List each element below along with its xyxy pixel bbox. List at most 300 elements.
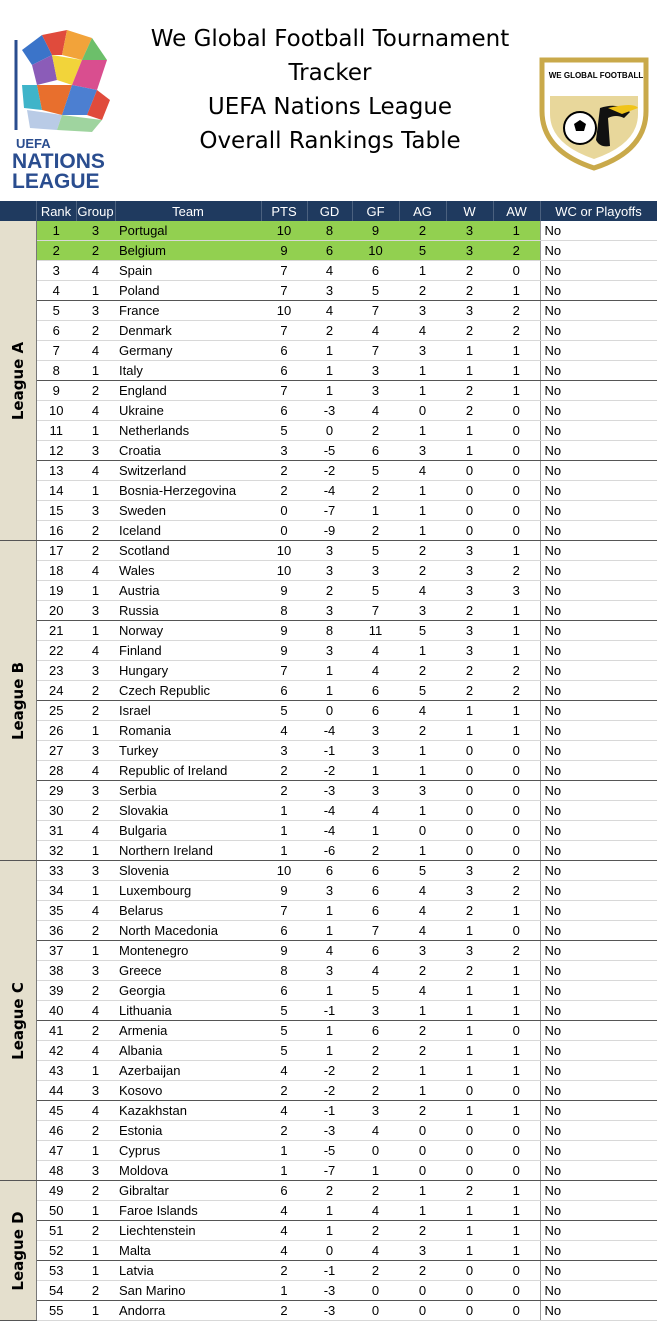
league-column-header [0,201,36,221]
cell-gd: 3 [307,601,352,621]
cell-gf: 6 [352,261,399,281]
cell-group: 3 [76,781,115,801]
cell-gd: 1 [307,901,352,921]
table-row [0,881,657,901]
cell-rank: 24 [36,681,76,701]
cell-w: 0 [446,1121,493,1141]
cell-pts: 5 [261,421,307,441]
cell-rank: 4 [36,281,76,301]
cell-rank: 21 [36,621,76,641]
column-header: AW [493,201,540,221]
cell-team: Spain [115,261,261,281]
cell-pts: 8 [261,601,307,621]
cell-aw: 0 [493,1121,540,1141]
cell-rank: 43 [36,1061,76,1081]
cell-rank: 19 [36,581,76,601]
cell-wc: No [540,661,657,681]
cell-pts: 4 [261,1061,307,1081]
cell-team: Montenegro [115,941,261,961]
cell-team: Sweden [115,501,261,521]
cell-w: 1 [446,1201,493,1221]
cell-ag: 1 [399,1181,446,1201]
cell-pts: 10 [261,541,307,561]
cell-ag: 4 [399,921,446,941]
cell-rank: 27 [36,741,76,761]
cell-wc: No [540,281,657,301]
cell-team: Luxembourg [115,881,261,901]
cell-wc: No [540,961,657,981]
cell-aw: 1 [493,1001,540,1021]
cell-gd: 4 [307,941,352,961]
cell-wc: No [540,721,657,741]
cell-aw: 2 [493,301,540,321]
cell-gd: 4 [307,261,352,281]
cell-gd: 3 [307,881,352,901]
table-row [0,821,657,841]
cell-team: Latvia [115,1261,261,1281]
cell-gf: 7 [352,921,399,941]
cell-group: 3 [76,1161,115,1181]
table-row [0,781,657,801]
cell-gf: 4 [352,321,399,341]
cell-gf: 5 [352,541,399,561]
cell-aw: 0 [493,261,540,281]
svg-text:UEFA: UEFA [16,136,51,151]
cell-gf: 4 [352,1241,399,1261]
cell-gf: 4 [352,661,399,681]
cell-rank: 3 [36,261,76,281]
table-row [0,1081,657,1101]
table-row [0,941,657,961]
cell-gf: 2 [352,1041,399,1061]
cell-ag: 2 [399,1261,446,1281]
cell-group: 3 [76,861,115,881]
cell-ag: 3 [399,301,446,321]
cell-gf: 7 [352,341,399,361]
cell-aw: 1 [493,961,540,981]
cell-group: 2 [76,321,115,341]
cell-rank: 53 [36,1261,76,1281]
table-row [0,341,657,361]
cell-pts: 4 [261,1101,307,1121]
cell-gf: 6 [352,681,399,701]
cell-ag: 2 [399,661,446,681]
table-row [0,1301,657,1321]
cell-w: 2 [446,1181,493,1201]
cell-aw: 0 [493,521,540,541]
cell-ag: 1 [399,761,446,781]
table-row [0,601,657,621]
cell-pts: 0 [261,521,307,541]
cell-pts: 7 [261,661,307,681]
cell-group: 4 [76,1101,115,1121]
cell-rank: 5 [36,301,76,321]
cell-rank: 9 [36,381,76,401]
cell-rank: 6 [36,321,76,341]
cell-gd: -3 [307,1301,352,1321]
cell-gf: 6 [352,1021,399,1041]
cell-gd: 1 [307,1021,352,1041]
league-label-text: League C [8,981,27,1060]
cell-w: 0 [446,761,493,781]
table-row [0,1221,657,1241]
cell-group: 1 [76,721,115,741]
cell-wc: No [540,641,657,661]
cell-group: 2 [76,521,115,541]
cell-pts: 4 [261,1241,307,1261]
cell-rank: 29 [36,781,76,801]
cell-aw: 1 [493,1101,540,1121]
cell-team: Malta [115,1241,261,1261]
cell-team: Bulgaria [115,821,261,841]
cell-aw: 0 [493,461,540,481]
cell-group: 2 [76,921,115,941]
cell-wc: No [540,1001,657,1021]
cell-group: 2 [76,1181,115,1201]
column-header: GD [307,201,352,221]
cell-wc: No [540,841,657,861]
cell-wc: No [540,1161,657,1181]
cell-aw: 0 [493,1161,540,1181]
cell-gf: 1 [352,501,399,521]
cell-w: 2 [446,281,493,301]
rankings-table-container [0,201,657,1321]
cell-group: 4 [76,821,115,841]
page-title: We Global Football Tournament Tracker [150,26,510,86]
cell-ag: 0 [399,1161,446,1181]
cell-rank: 20 [36,601,76,621]
cell-aw: 1 [493,641,540,661]
cell-ag: 4 [399,901,446,921]
cell-rank: 42 [36,1041,76,1061]
cell-group: 4 [76,641,115,661]
cell-gd: 1 [307,341,352,361]
cell-wc: No [540,781,657,801]
cell-gf: 0 [352,1301,399,1321]
cell-gd: 8 [307,221,352,241]
cell-rank: 37 [36,941,76,961]
table-row [0,921,657,941]
cell-gd: -3 [307,1281,352,1301]
cell-w: 2 [446,961,493,981]
cell-rank: 41 [36,1021,76,1041]
cell-group: 1 [76,1141,115,1161]
cell-aw: 1 [493,221,540,241]
cell-pts: 4 [261,1201,307,1221]
table-row [0,1201,657,1221]
cell-w: 1 [446,1001,493,1021]
cell-w: 0 [446,801,493,821]
svg-text:LEAGUE: LEAGUE [12,170,100,190]
league-label [0,221,36,541]
cell-team: Greece [115,961,261,981]
cell-pts: 2 [261,1121,307,1141]
cell-group: 3 [76,961,115,981]
cell-w: 0 [446,1261,493,1281]
cell-gf: 1 [352,1161,399,1181]
league-label-text: League B [8,661,27,740]
cell-rank: 31 [36,821,76,841]
cell-team: Switzerland [115,461,261,481]
cell-pts: 10 [261,301,307,321]
table-row [0,561,657,581]
cell-gd: 1 [307,1221,352,1241]
cell-aw: 0 [493,1301,540,1321]
cell-w: 0 [446,781,493,801]
cell-ag: 4 [399,461,446,481]
cell-wc: No [540,881,657,901]
cell-gf: 0 [352,1281,399,1301]
cell-w: 1 [446,1061,493,1081]
cell-team: Russia [115,601,261,621]
cell-gd: -1 [307,1001,352,1021]
cell-wc: No [540,1141,657,1161]
cell-ag: 1 [399,1201,446,1221]
cell-gf: 4 [352,801,399,821]
cell-wc: No [540,241,657,261]
cell-group: 4 [76,261,115,281]
cell-pts: 7 [261,381,307,401]
table-row [0,581,657,601]
cell-team: Portugal [115,221,261,241]
league-label [0,541,36,861]
table-row [0,701,657,721]
league-label [0,1181,36,1321]
cell-pts: 9 [261,581,307,601]
cell-aw: 1 [493,361,540,381]
cell-wc: No [540,941,657,961]
cell-group: 2 [76,1121,115,1141]
cell-gd: -7 [307,1161,352,1181]
cell-ag: 5 [399,681,446,701]
cell-ag: 1 [399,501,446,521]
cell-gd: 6 [307,861,352,881]
cell-team: Faroe Islands [115,1201,261,1221]
league-label [0,861,36,1181]
cell-wc: No [540,1221,657,1241]
cell-gf: 2 [352,841,399,861]
cell-rank: 33 [36,861,76,881]
cell-ag: 2 [399,221,446,241]
cell-gf: 2 [352,1221,399,1241]
cell-group: 2 [76,981,115,1001]
cell-wc: No [540,481,657,501]
cell-rank: 28 [36,761,76,781]
cell-aw: 1 [493,281,540,301]
cell-group: 3 [76,741,115,761]
cell-group: 3 [76,501,115,521]
cell-group: 1 [76,621,115,641]
cell-group: 3 [76,301,115,321]
cell-team: Slovenia [115,861,261,881]
cell-ag: 4 [399,701,446,721]
cell-rank: 23 [36,661,76,681]
table-row [0,981,657,1001]
cell-w: 3 [446,881,493,901]
table-row [0,281,657,301]
cell-group: 1 [76,1061,115,1081]
cell-wc: No [540,361,657,381]
cell-group: 4 [76,401,115,421]
cell-wc: No [540,1241,657,1261]
cell-ag: 1 [399,1001,446,1021]
cell-team: Albania [115,1041,261,1061]
cell-w: 2 [446,661,493,681]
cell-aw: 0 [493,421,540,441]
cell-ag: 4 [399,581,446,601]
cell-gf: 3 [352,1101,399,1121]
league-label-text: League A [8,341,27,420]
cell-pts: 9 [261,621,307,641]
cell-pts: 2 [261,781,307,801]
table-row [0,741,657,761]
cell-gf: 2 [352,1061,399,1081]
cell-ag: 3 [399,781,446,801]
cell-team: Cyprus [115,1141,261,1161]
cell-group: 1 [76,1301,115,1321]
cell-group: 2 [76,681,115,701]
cell-team: Germany [115,341,261,361]
cell-team: England [115,381,261,401]
cell-ag: 2 [399,1041,446,1061]
we-global-football-logo [538,56,650,171]
table-row [0,541,657,561]
column-header: WC or Playoffs [540,201,657,221]
cell-wc: No [540,521,657,541]
cell-wc: No [540,621,657,641]
cell-gf: 1 [352,761,399,781]
cell-team: Belarus [115,901,261,921]
cell-aw: 0 [493,821,540,841]
cell-team: Finland [115,641,261,661]
cell-pts: 0 [261,501,307,521]
cell-gd: -2 [307,1061,352,1081]
cell-pts: 1 [261,1141,307,1161]
table-row [0,241,657,261]
cell-pts: 1 [261,841,307,861]
table-row [0,1161,657,1181]
cell-ag: 1 [399,1081,446,1101]
cell-aw: 2 [493,561,540,581]
column-header: Rank [36,201,76,221]
cell-rank: 35 [36,901,76,921]
cell-wc: No [540,1181,657,1201]
cell-group: 1 [76,881,115,901]
cell-rank: 36 [36,921,76,941]
cell-w: 2 [446,681,493,701]
cell-aw: 0 [493,501,540,521]
cell-ag: 1 [399,481,446,501]
table-row [0,1001,657,1021]
cell-w: 3 [446,581,493,601]
cell-gf: 6 [352,701,399,721]
cell-gd: 6 [307,241,352,261]
cell-wc: No [540,741,657,761]
cell-team: Gibraltar [115,1181,261,1201]
cell-rank: 8 [36,361,76,381]
cell-gf: 3 [352,741,399,761]
cell-gd: 1 [307,381,352,401]
cell-wc: No [540,341,657,361]
cell-aw: 1 [493,341,540,361]
cell-gd: -7 [307,501,352,521]
cell-wc: No [540,401,657,421]
cell-ag: 1 [399,361,446,381]
table-row [0,1141,657,1161]
cell-gd: 1 [307,981,352,1001]
cell-w: 3 [446,861,493,881]
cell-wc: No [540,221,657,241]
cell-pts: 2 [261,1081,307,1101]
cell-wc: No [540,261,657,281]
cell-rank: 26 [36,721,76,741]
cell-w: 0 [446,741,493,761]
cell-aw: 0 [493,1141,540,1161]
cell-aw: 0 [493,781,540,801]
table-row [0,621,657,641]
report-header [0,0,657,201]
table-row [0,221,657,241]
cell-group: 2 [76,1221,115,1241]
cell-gd: -4 [307,821,352,841]
cell-w: 3 [446,561,493,581]
table-row [0,421,657,441]
table-row [0,1281,657,1301]
cell-wc: No [540,1081,657,1101]
cell-ag: 3 [399,441,446,461]
cell-aw: 3 [493,581,540,601]
cell-group: 1 [76,481,115,501]
cell-ag: 2 [399,721,446,741]
cell-gf: 2 [352,481,399,501]
cell-gf: 7 [352,301,399,321]
cell-ag: 5 [399,621,446,641]
cell-gd: -1 [307,1101,352,1121]
cell-ag: 4 [399,321,446,341]
page-subtitle-2: Overall Rankings Table [199,128,461,154]
cell-w: 0 [446,521,493,541]
cell-gf: 4 [352,1121,399,1141]
cell-wc: No [540,701,657,721]
cell-gd: 1 [307,1201,352,1221]
cell-aw: 1 [493,981,540,1001]
cell-team: Austria [115,581,261,601]
table-row [0,861,657,881]
table-row [0,321,657,341]
cell-team: Norway [115,621,261,641]
cell-w: 1 [446,1021,493,1041]
cell-rank: 25 [36,701,76,721]
cell-team: Armenia [115,1021,261,1041]
cell-gf: 3 [352,1001,399,1021]
cell-w: 0 [446,501,493,521]
cell-rank: 48 [36,1161,76,1181]
cell-wc: No [540,761,657,781]
cell-aw: 1 [493,621,540,641]
cell-wc: No [540,901,657,921]
cell-rank: 38 [36,961,76,981]
cell-ag: 2 [399,961,446,981]
cell-w: 1 [446,361,493,381]
cell-team: Republic of Ireland [115,761,261,781]
cell-w: 1 [446,1221,493,1241]
uefa-nations-league-logo [12,30,116,190]
cell-ag: 3 [399,1241,446,1261]
cell-rank: 12 [36,441,76,461]
table-row [0,1181,657,1201]
table-row [0,641,657,661]
cell-ag: 2 [399,1221,446,1241]
